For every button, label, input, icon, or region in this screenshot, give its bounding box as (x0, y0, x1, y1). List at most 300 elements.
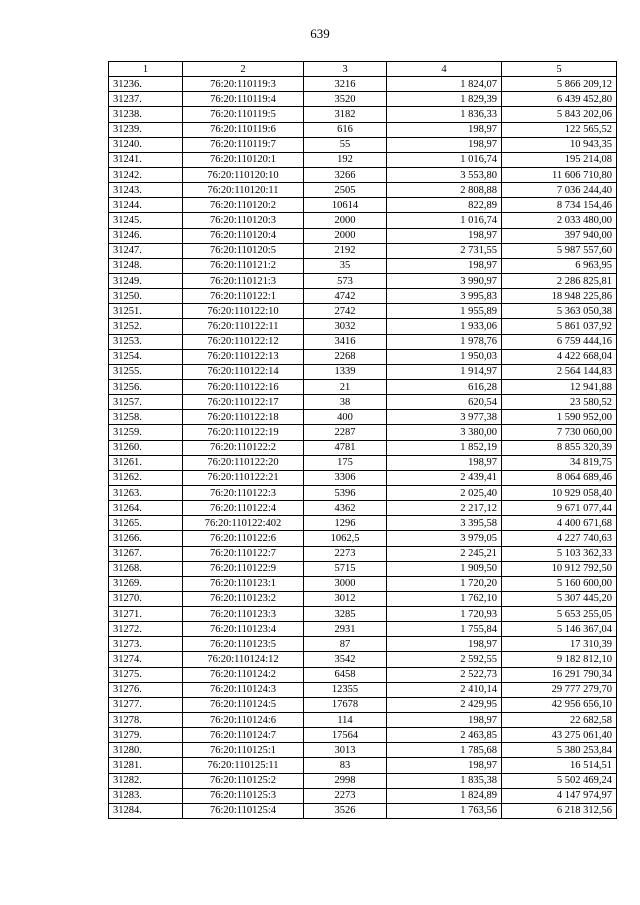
row-number-cell: 31260. (109, 440, 183, 455)
area-cell: 3182 (304, 107, 387, 122)
cadastral-number-cell: 76:20:110122:12 (183, 334, 304, 349)
area-cell: 2742 (304, 304, 387, 319)
area-cell: 87 (304, 637, 387, 652)
specific-value-cell: 1 824,07 (387, 77, 502, 92)
area-cell: 2931 (304, 622, 387, 637)
table-row (109, 561, 617, 576)
row-number-cell: 31248. (109, 258, 183, 273)
row-number-cell: 31274. (109, 652, 183, 667)
table-row (109, 304, 617, 319)
row-number-cell: 31253. (109, 334, 183, 349)
specific-value-cell: 1 835,38 (387, 773, 502, 788)
area-cell: 3000 (304, 576, 387, 591)
specific-value-cell: 198,97 (387, 455, 502, 470)
row-number-cell: 31283. (109, 788, 183, 803)
cadastral-number-cell: 76:20:110119:3 (183, 77, 304, 92)
row-number-cell: 31271. (109, 607, 183, 622)
cadastral-number-cell: 76:20:110120:3 (183, 213, 304, 228)
specific-value-cell: 1 978,76 (387, 334, 502, 349)
row-number-cell: 31245. (109, 213, 183, 228)
cadastral-value-cell: 5 380 253,84 (502, 743, 617, 758)
cadastral-value-cell: 6 759 444,16 (502, 334, 617, 349)
table-row (109, 682, 617, 697)
cadastral-number-cell: 76:20:110124:7 (183, 728, 304, 743)
page-number: 639 (310, 26, 330, 41)
cadastral-number-cell: 76:20:110123:1 (183, 576, 304, 591)
cadastral-number-cell: 76:20:110124:12 (183, 652, 304, 667)
cadastral-value-cell: 18 948 225,86 (502, 289, 617, 304)
table-row (109, 803, 617, 818)
row-number-cell: 31258. (109, 410, 183, 425)
table-row (109, 410, 617, 425)
row-number-cell: 31268. (109, 561, 183, 576)
cadastral-value-cell: 5 103 362,33 (502, 546, 617, 561)
row-number-cell: 31241. (109, 152, 183, 167)
row-number-cell: 31244. (109, 198, 183, 213)
specific-value-cell: 1 755,84 (387, 622, 502, 637)
specific-value-cell: 1 836,33 (387, 107, 502, 122)
cadastral-number-cell: 76:20:110122:16 (183, 379, 304, 394)
table-row (109, 607, 617, 622)
area-cell: 114 (304, 713, 387, 728)
table-row (109, 440, 617, 455)
specific-value-cell: 2 217,12 (387, 501, 502, 516)
table-row (109, 213, 617, 228)
cadastral-value-cell: 122 565,52 (502, 122, 617, 137)
cadastral-number-cell: 76:20:110122:402 (183, 516, 304, 531)
area-cell: 3266 (304, 167, 387, 182)
cadastral-number-cell: 76:20:110122:11 (183, 319, 304, 334)
cadastral-value-cell: 1 590 952,00 (502, 410, 617, 425)
area-cell: 400 (304, 410, 387, 425)
table-row (109, 743, 617, 758)
specific-value-cell: 1 933,06 (387, 319, 502, 334)
cadastral-value-cell: 5 653 255,05 (502, 607, 617, 622)
table-row (109, 334, 617, 349)
cadastral-value-cell: 6 963,95 (502, 258, 617, 273)
area-cell: 3032 (304, 319, 387, 334)
cadastral-number-cell: 76:20:110120:4 (183, 228, 304, 243)
specific-value-cell: 1 720,20 (387, 576, 502, 591)
row-number-cell: 31249. (109, 273, 183, 288)
area-cell: 2000 (304, 228, 387, 243)
cadastral-value-cell: 5 146 367,04 (502, 622, 617, 637)
row-number-cell: 31267. (109, 546, 183, 561)
area-cell: 21 (304, 379, 387, 394)
cadastral-number-cell: 76:20:110122:4 (183, 501, 304, 516)
row-number-cell: 31254. (109, 349, 183, 364)
table-row (109, 455, 617, 470)
specific-value-cell: 1 950,03 (387, 349, 502, 364)
area-cell: 38 (304, 395, 387, 410)
area-cell: 3216 (304, 77, 387, 92)
table-row (109, 697, 617, 712)
area-cell: 1296 (304, 516, 387, 531)
cadastral-value-cell: 9 182 812,10 (502, 652, 617, 667)
row-number-cell: 31257. (109, 395, 183, 410)
table-row (109, 92, 617, 107)
table-body (109, 77, 617, 819)
specific-value-cell: 620,54 (387, 395, 502, 410)
specific-value-cell: 822,89 (387, 198, 502, 213)
cadastral-number-cell: 76:20:110125:3 (183, 788, 304, 803)
cadastral-number-cell: 76:20:110122:7 (183, 546, 304, 561)
area-cell: 83 (304, 758, 387, 773)
area-cell: 3520 (304, 92, 387, 107)
cadastral-value-cell: 7 036 244,40 (502, 183, 617, 198)
cadastral-value-cell: 5 987 557,60 (502, 243, 617, 258)
cadastral-number-cell: 76:20:110122:19 (183, 425, 304, 440)
area-cell: 2268 (304, 349, 387, 364)
table-row (109, 758, 617, 773)
row-number-cell: 31272. (109, 622, 183, 637)
specific-value-cell: 1 763,56 (387, 803, 502, 818)
specific-value-cell: 1 762,10 (387, 591, 502, 606)
area-cell: 3542 (304, 652, 387, 667)
row-number-cell: 31242. (109, 167, 183, 182)
area-cell: 2000 (304, 213, 387, 228)
specific-value-cell: 1 824,89 (387, 788, 502, 803)
cadastral-value-cell: 5 160 600,00 (502, 576, 617, 591)
area-cell: 1339 (304, 364, 387, 379)
cadastral-number-cell: 76:20:110119:6 (183, 122, 304, 137)
column-header: 3 (304, 62, 387, 77)
specific-value-cell: 2 410,14 (387, 682, 502, 697)
specific-value-cell: 1 785,68 (387, 743, 502, 758)
cadastral-number-cell: 76:20:110124:3 (183, 682, 304, 697)
cadastral-number-cell: 76:20:110122:13 (183, 349, 304, 364)
row-number-cell: 31278. (109, 713, 183, 728)
table-row (109, 319, 617, 334)
cadastral-value-cell: 34 819,75 (502, 455, 617, 470)
specific-value-cell: 2 245,21 (387, 546, 502, 561)
specific-value-cell: 1 016,74 (387, 152, 502, 167)
table-row (109, 713, 617, 728)
cadastral-value-cell: 10 943,35 (502, 137, 617, 152)
cadastral-number-cell: 76:20:110122:9 (183, 561, 304, 576)
cadastral-number-cell: 76:20:110124:2 (183, 667, 304, 682)
table-row (109, 501, 617, 516)
cadastral-number-cell: 76:20:110122:20 (183, 455, 304, 470)
table-row (109, 470, 617, 485)
cadastral-value-cell: 29 777 279,70 (502, 682, 617, 697)
table-row (109, 425, 617, 440)
area-cell: 175 (304, 455, 387, 470)
table-row (109, 107, 617, 122)
row-number-cell: 31282. (109, 773, 183, 788)
cadastral-number-cell: 76:20:110122:2 (183, 440, 304, 455)
area-cell: 3416 (304, 334, 387, 349)
table-row (109, 728, 617, 743)
area-cell: 4781 (304, 440, 387, 455)
cadastral-value-cell: 4 422 668,04 (502, 349, 617, 364)
cadastral-number-cell: 76:20:110123:5 (183, 637, 304, 652)
table-row (109, 152, 617, 167)
specific-value-cell: 198,97 (387, 713, 502, 728)
table-row (109, 379, 617, 394)
specific-value-cell: 2 025,40 (387, 485, 502, 500)
area-cell: 4362 (304, 501, 387, 516)
cadastral-value-cell: 5 502 469,24 (502, 773, 617, 788)
cadastral-value-cell: 5 307 445,20 (502, 591, 617, 606)
cadastral-value-cell: 2 564 144,83 (502, 364, 617, 379)
cadastral-value-cell: 10 912 792,50 (502, 561, 617, 576)
area-cell: 2287 (304, 425, 387, 440)
cadastral-number-cell: 76:20:110120:1 (183, 152, 304, 167)
cadastral-value-cell: 10 929 058,40 (502, 485, 617, 500)
specific-value-cell: 198,97 (387, 228, 502, 243)
row-number-cell: 31255. (109, 364, 183, 379)
cadastral-number-cell: 76:20:110119:7 (183, 137, 304, 152)
area-cell: 35 (304, 258, 387, 273)
area-cell: 10614 (304, 198, 387, 213)
row-number-cell: 31280. (109, 743, 183, 758)
specific-value-cell: 1 909,50 (387, 561, 502, 576)
cadastral-number-cell: 76:20:110125:4 (183, 803, 304, 818)
cadastral-number-cell: 76:20:110125:2 (183, 773, 304, 788)
table-row (109, 652, 617, 667)
specific-value-cell: 1 016,74 (387, 213, 502, 228)
specific-value-cell: 2 429,95 (387, 697, 502, 712)
table-row (109, 591, 617, 606)
row-number-cell: 31264. (109, 501, 183, 516)
specific-value-cell: 198,97 (387, 258, 502, 273)
table-row (109, 349, 617, 364)
area-cell: 12355 (304, 682, 387, 697)
row-number-cell: 31236. (109, 77, 183, 92)
cadastral-number-cell: 76:20:110119:4 (183, 92, 304, 107)
specific-value-cell: 198,97 (387, 637, 502, 652)
cadastral-value-cell: 2 033 480,00 (502, 213, 617, 228)
specific-value-cell: 2 592,55 (387, 652, 502, 667)
cadastral-value-cell: 12 941,88 (502, 379, 617, 394)
specific-value-cell: 3 977,38 (387, 410, 502, 425)
table-row (109, 622, 617, 637)
cadastral-value-cell: 11 606 710,80 (502, 167, 617, 182)
row-number-cell: 31243. (109, 183, 183, 198)
table-row (109, 183, 617, 198)
table-row (109, 773, 617, 788)
cadastral-number-cell: 76:20:110122:21 (183, 470, 304, 485)
area-cell: 4742 (304, 289, 387, 304)
cadastral-number-cell: 76:20:110123:4 (183, 622, 304, 637)
cadastral-value-cell: 195 214,08 (502, 152, 617, 167)
table-row (109, 546, 617, 561)
cadastral-value-cell: 4 147 974,97 (502, 788, 617, 803)
cadastral-value-cell: 16 291 790,34 (502, 667, 617, 682)
area-cell: 17564 (304, 728, 387, 743)
area-cell: 573 (304, 273, 387, 288)
cadastral-value-cell: 9 671 077,44 (502, 501, 617, 516)
cadastral-value-cell: 23 580,52 (502, 395, 617, 410)
table-row (109, 258, 617, 273)
row-number-cell: 31284. (109, 803, 183, 818)
cadastral-value-cell: 4 227 740,63 (502, 531, 617, 546)
cadastral-value-cell: 5 363 050,38 (502, 304, 617, 319)
row-number-cell: 31265. (109, 516, 183, 531)
cadastral-number-cell: 76:20:110122:14 (183, 364, 304, 379)
cadastral-value-cell: 16 514,51 (502, 758, 617, 773)
area-cell: 2192 (304, 243, 387, 258)
area-cell: 5396 (304, 485, 387, 500)
area-cell: 2998 (304, 773, 387, 788)
specific-value-cell: 2 439,41 (387, 470, 502, 485)
specific-value-cell: 2 522,73 (387, 667, 502, 682)
column-header: 2 (183, 62, 304, 77)
cadastral-number-cell: 76:20:110119:5 (183, 107, 304, 122)
area-cell: 5715 (304, 561, 387, 576)
row-number-cell: 31273. (109, 637, 183, 652)
cadastral-number-cell: 76:20:110121:2 (183, 258, 304, 273)
row-number-cell: 31266. (109, 531, 183, 546)
specific-value-cell: 198,97 (387, 137, 502, 152)
cadastral-number-cell: 76:20:110120:5 (183, 243, 304, 258)
area-cell: 3306 (304, 470, 387, 485)
table-row (109, 289, 617, 304)
table-row (109, 531, 617, 546)
specific-value-cell: 3 990,97 (387, 273, 502, 288)
table-row (109, 788, 617, 803)
row-number-cell: 31247. (109, 243, 183, 258)
table-row (109, 667, 617, 682)
area-cell: 6458 (304, 667, 387, 682)
table-row (109, 77, 617, 92)
specific-value-cell: 3 553,80 (387, 167, 502, 182)
row-number-cell: 31239. (109, 122, 183, 137)
cadastral-number-cell: 76:20:110122:3 (183, 485, 304, 500)
cadastral-number-cell: 76:20:110121:3 (183, 273, 304, 288)
cadastral-number-cell: 76:20:110122:10 (183, 304, 304, 319)
specific-value-cell: 1 955,89 (387, 304, 502, 319)
specific-value-cell: 1 829,39 (387, 92, 502, 107)
cadastral-number-cell: 76:20:110120:10 (183, 167, 304, 182)
row-number-cell: 31262. (109, 470, 183, 485)
row-number-cell: 31261. (109, 455, 183, 470)
cadastral-value-cell: 5 843 202,06 (502, 107, 617, 122)
cadastral-value-cell: 7 730 060,00 (502, 425, 617, 440)
area-cell: 192 (304, 152, 387, 167)
row-number-cell: 31256. (109, 379, 183, 394)
cadastral-value-cell: 5 861 037,92 (502, 319, 617, 334)
area-cell: 2273 (304, 546, 387, 561)
specific-value-cell: 198,97 (387, 758, 502, 773)
area-cell: 17678 (304, 697, 387, 712)
specific-value-cell: 616,28 (387, 379, 502, 394)
cadastral-value-cell: 17 310,39 (502, 637, 617, 652)
specific-value-cell: 2 808,88 (387, 183, 502, 198)
table-row (109, 228, 617, 243)
specific-value-cell: 1 852,19 (387, 440, 502, 455)
area-cell: 616 (304, 122, 387, 137)
row-number-cell: 31276. (109, 682, 183, 697)
cadastral-value-cell: 22 682,58 (502, 713, 617, 728)
specific-value-cell: 1 914,97 (387, 364, 502, 379)
row-number-cell: 31238. (109, 107, 183, 122)
cadastral-value-cell: 6 439 452,80 (502, 92, 617, 107)
row-number-cell: 31251. (109, 304, 183, 319)
table-row (109, 273, 617, 288)
row-number-cell: 31277. (109, 697, 183, 712)
specific-value-cell: 3 995,83 (387, 289, 502, 304)
row-number-cell: 31275. (109, 667, 183, 682)
cadastral-number-cell: 76:20:110124:5 (183, 697, 304, 712)
cadastral-value-cell: 5 866 209,12 (502, 77, 617, 92)
cadastral-value-table (108, 61, 617, 819)
row-number-cell: 31269. (109, 576, 183, 591)
cadastral-number-cell: 76:20:110122:1 (183, 289, 304, 304)
specific-value-cell: 2 463,85 (387, 728, 502, 743)
cadastral-number-cell: 76:20:110124:6 (183, 713, 304, 728)
specific-value-cell: 3 380,00 (387, 425, 502, 440)
row-number-cell: 31259. (109, 425, 183, 440)
table-row (109, 485, 617, 500)
row-number-cell: 31252. (109, 319, 183, 334)
cadastral-number-cell: 76:20:110120:2 (183, 198, 304, 213)
specific-value-cell: 1 720,93 (387, 607, 502, 622)
table-row (109, 576, 617, 591)
specific-value-cell: 2 731,55 (387, 243, 502, 258)
cadastral-number-cell: 76:20:110122:6 (183, 531, 304, 546)
row-number-cell: 31281. (109, 758, 183, 773)
row-number-cell: 31270. (109, 591, 183, 606)
row-number-cell: 31279. (109, 728, 183, 743)
table-row (109, 637, 617, 652)
row-number-cell: 31246. (109, 228, 183, 243)
table-row (109, 364, 617, 379)
cadastral-value-cell: 43 275 061,40 (502, 728, 617, 743)
specific-value-cell: 3 395,58 (387, 516, 502, 531)
cadastral-number-cell: 76:20:110122:17 (183, 395, 304, 410)
cadastral-number-cell: 76:20:110123:3 (183, 607, 304, 622)
row-number-cell: 31263. (109, 485, 183, 500)
column-header: 4 (387, 62, 502, 77)
row-number-cell: 31250. (109, 289, 183, 304)
row-number-cell: 31237. (109, 92, 183, 107)
table-row (109, 198, 617, 213)
area-cell: 3526 (304, 803, 387, 818)
cadastral-value-cell: 4 400 671,68 (502, 516, 617, 531)
row-number-cell: 31240. (109, 137, 183, 152)
cadastral-number-cell: 76:20:110122:18 (183, 410, 304, 425)
specific-value-cell: 198,97 (387, 122, 502, 137)
area-cell: 3285 (304, 607, 387, 622)
table-header-row (109, 62, 617, 77)
table-row (109, 243, 617, 258)
table-row (109, 395, 617, 410)
cadastral-value-cell: 2 286 825,81 (502, 273, 617, 288)
area-cell: 3013 (304, 743, 387, 758)
table-row (109, 167, 617, 182)
cadastral-number-cell: 76:20:110125:1 (183, 743, 304, 758)
specific-value-cell: 3 979,05 (387, 531, 502, 546)
table-row (109, 122, 617, 137)
cadastral-value-cell: 8 064 689,46 (502, 470, 617, 485)
cadastral-value-cell: 8 855 320,39 (502, 440, 617, 455)
cadastral-number-cell: 76:20:110125:11 (183, 758, 304, 773)
area-cell: 2273 (304, 788, 387, 803)
cadastral-number-cell: 76:20:110120:11 (183, 183, 304, 198)
cadastral-value-cell: 42 956 656,10 (502, 697, 617, 712)
cadastral-value-cell: 397 940,00 (502, 228, 617, 243)
cadastral-value-cell: 6 218 312,56 (502, 803, 617, 818)
column-header: 1 (109, 62, 183, 77)
area-cell: 1062,5 (304, 531, 387, 546)
area-cell: 3012 (304, 591, 387, 606)
column-header: 5 (502, 62, 617, 77)
cadastral-number-cell: 76:20:110123:2 (183, 591, 304, 606)
table-row (109, 137, 617, 152)
area-cell: 2505 (304, 183, 387, 198)
